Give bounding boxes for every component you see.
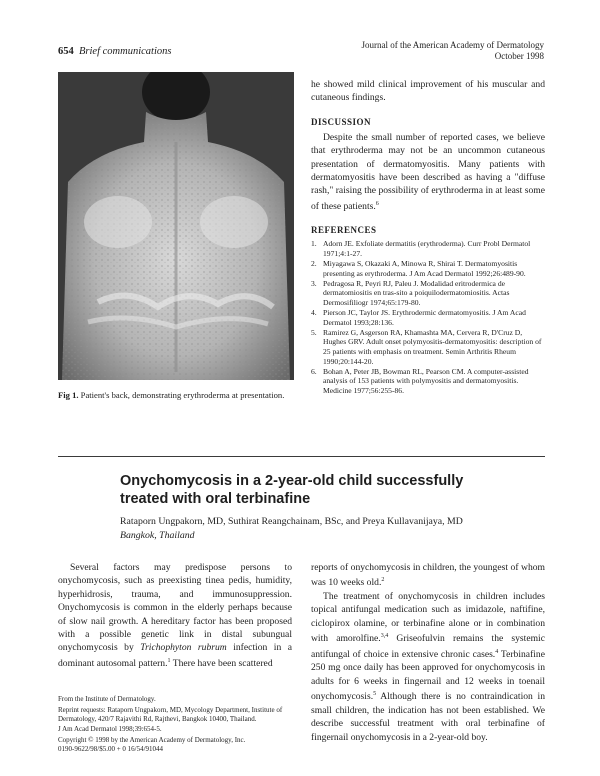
article-affiliation: Bangkok, Thailand	[120, 530, 195, 541]
caption-text: Patient's back, demonstrating erythroderma at presentation.	[78, 390, 285, 400]
reference-item: 4. Pierson JC, Taylor JS. Erythrodermic dermatomyositis. J Am Acad Dermatol 1993;28:136.	[311, 308, 526, 327]
article-divider	[58, 456, 545, 457]
treatment-paragraph: The treatment of onychomycosis in children includes topical antifungal medication such as imidazole, naftifine, ciclopirox olamine, or terbinafine alone or in combination with amorolfine.$^{3,4}$ Griseofulvin remains the systemic antifungal of choice in extensive chronic cases.$^4$ Terbinafine 250 mg once daily has been approved for onychomycosis in adults for 6 weeks in fingernail and 12 weeks in toenail onychomycosis.$^5$ Although there is no contraindication in small children, the indication has not been established. We describe successful treatment with oral terbinafine of fingernail onychomycosis in a 2-year-old boy.	[311, 591, 545, 743]
caption-label: Fig 1.	[58, 390, 79, 400]
figure-photo-patient-back	[58, 72, 294, 380]
figure-caption	[58, 390, 298, 401]
references-heading: REFERENCES	[311, 225, 377, 236]
right-column-previous-article	[311, 78, 545, 396]
discussion-paragraph	[311, 131, 545, 214]
discussion-text: Despite the small number of reported cases, we believe that erythroderma may not be an uncommon cutaneous presentation of dermatomyositis. Many patients with dermatomyositis have been described as having a "diffuse rash," raising the possibility of erythroderma in at least some of these patients.	[311, 131, 545, 213]
discussion-ref: 6	[375, 200, 379, 207]
footnote-from: From the Institute of Dermatology.	[58, 695, 156, 703]
species-name: Trichophyton rubrum	[140, 642, 227, 654]
section-name: Brief communications	[79, 46, 172, 57]
running-header-left	[58, 46, 171, 57]
article-column-left	[58, 561, 292, 670]
footnote-citation: J Am Acad Dermatol 1998;39:654-5.	[58, 725, 162, 734]
article-title: Onychomycosis in a 2-year-old child successfully treated with oral terbinafine	[120, 473, 464, 507]
running-header-right	[284, 40, 544, 62]
reference-item: 5. Ramirez G, Asgerson RA, Khamashta MA, Cervera R, D'Cruz D, Hughes GRV. Adult onset polymyositis-dermatomyositis: description of 25 patients with emphasis on treatment. Semin Arthritis Rheum 1990;20:144-20.	[311, 327, 542, 366]
article-footnotes	[58, 695, 292, 756]
footnote-copyright: Copyright © 1998 by the American Academy of Dermatology, Inc.	[58, 736, 246, 745]
reference-list	[311, 239, 545, 395]
issue-date: October 1998	[494, 51, 544, 61]
reference-item: 1. Adorn JE. Exfoliate dermatitis (erythroderma). Curr Probl Dermatol 1971;4:1-27.	[311, 239, 531, 259]
continuation-paragraph: he showed mild clinical improvement of his muscular and cutaneous findings.	[311, 79, 545, 104]
reference-item: 6. Bohan A, Peter JB, Bowman RL, Pearson CM. A computer-assisted analysis of 153 patients with polymyositis and dermatomyositis. Medicine 1977;56:255-86.	[311, 366, 529, 395]
reference-item: 3. Pedragosa R, Peyri RJ, Paleu J. Modalidad eritrodermica de dermatomiositis en tras-sito a poiquilodermatomiositis. Actas Dermosifiliogr 1974;65:179-80.	[311, 278, 510, 307]
article-authors: Rataporn Ungpakorn, MD, Suthirat Reangchainam, BSc, and Preya Kullavanijaya, MD	[120, 516, 463, 527]
continuation-paragraph-2: reports of onychomycosis in children, the youngest of whom was 10 weeks old.$^2$	[311, 562, 545, 589]
journal-name: Journal of the American Academy of Dermatology	[361, 40, 544, 50]
discussion-heading: DISCUSSION	[311, 116, 372, 127]
intro-paragraph: Several factors may predispose persons to onychomycosis, such as preexisting tinea pedis, humidity, hyperhidrosis, trauma, and immunosuppression. Onychomycosis is common in the elderly perhaps because of slow nail growth. A hereditary factor has been proposed with a possible genetic link in distal subungual onychomycosis by Trichophyton rubrum infection in a dominant autosomal pattern.$^1$ There have been scattered	[58, 562, 292, 670]
footnote-code: 0190-9622/98/$5.00 + 0 16/54/91044	[58, 744, 164, 753]
article-column-right	[311, 561, 545, 744]
page-number: 654	[58, 46, 74, 57]
reference-item: 2. Miyagawa S, Okazaki A, Minowa R, Shirai T. Dermatomyositis presenting as erythroderma. J Am Acad Dermatol 1992;26:489-90.	[311, 259, 526, 278]
footnote-reprint: Reprint requests: Rataporn Ungpakorn, MD, Mycology Department, Institute of Dermatology, 420/7 Rajavithi Rd, Rajthevi, Bangkok 10400, Thailand.	[58, 705, 283, 723]
